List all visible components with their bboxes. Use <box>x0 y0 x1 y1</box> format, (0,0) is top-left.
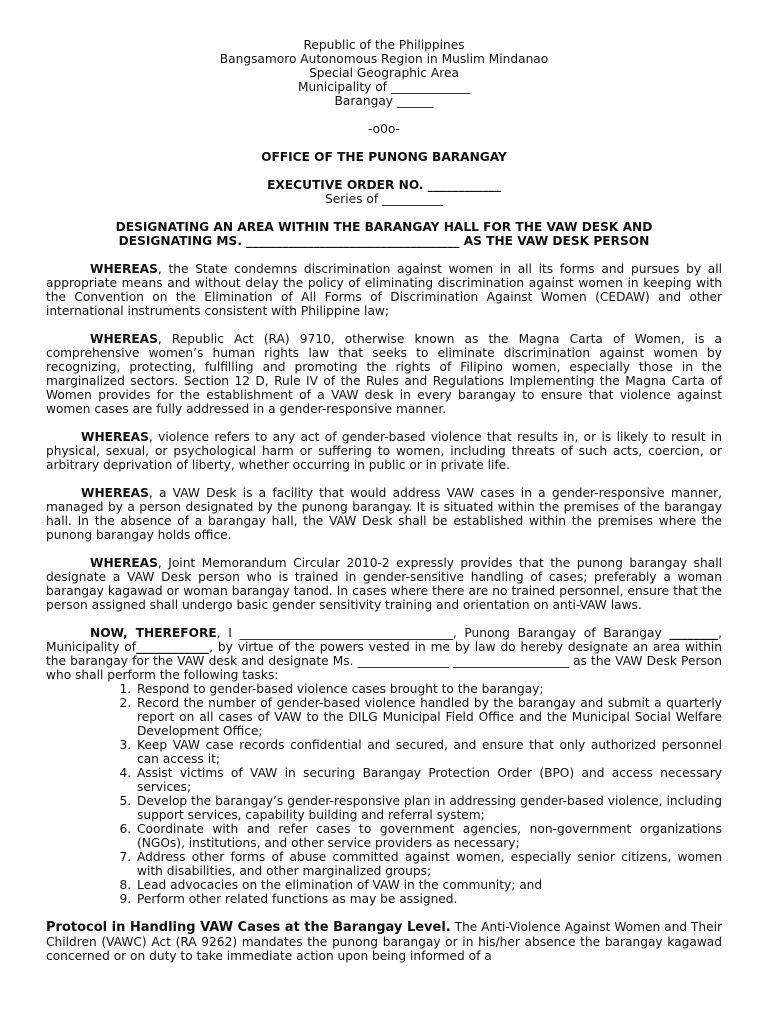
barangay-line: Barangay ______ <box>334 94 434 108</box>
whereas-text: , the State condemns discrimination against women in all its forms and pursues by all appropriate means and without delay the policy of eliminating discrimination against women in keeping with the Convention on the Elimination of All Forms of Discrimination Against Women (CEDAW) and other international instruments consistent with Philippine law; <box>46 262 722 318</box>
task-item: 4. Assist victims of VAW in securing Barangay Protection Order (BPO) and access necessary services; <box>135 766 722 794</box>
region-line: Bangsamoro Autonomous Region in Muslim Mindanao <box>219 52 549 66</box>
task-item: 1. Respond to gender-based violence cases brought to the barangay; <box>135 682 722 696</box>
whereas-lead: WHEREAS <box>90 332 158 346</box>
whereas-paragraph-5 <box>46 556 722 612</box>
task-item: 6. Coordinate with and refer cases to government agencies, non-government organizations (NGOs), institutions, and other service providers as necessary; <box>135 822 722 850</box>
office-title: OFFICE OF THE PUNONG BARANGAY <box>261 150 507 164</box>
task-item: 2. Record the number of gender-based violence handled by the barangay and submit a quarterly report on all cases of VAW to the DILG Municipal Field Office and the Municipal Social Welfare Development Office; <box>135 696 722 738</box>
task-item: 8. Lead advocacies on the elimination of VAW in the community; and <box>135 878 722 892</box>
order-title <box>46 220 722 248</box>
now-therefore-lead: NOW, THEREFORE <box>90 626 217 640</box>
whereas-lead: WHEREAS <box>90 262 158 276</box>
protocol-paragraph <box>46 920 722 963</box>
whereas-lead: WHEREAS <box>81 430 149 444</box>
now-therefore-text-1: , I ___________________________________, Punong Barangay of Barangay <box>216 626 662 640</box>
series-line: Series of __________ <box>325 192 443 206</box>
whereas-text: , violence refers to any act of gender-based violence that results in, or is likely to result in physical, sexual, or psychological harm or suffering to women, including threats of such acts, coercion, or arbitrary deprivation of liberty, whether occurring in public or in private life. <box>46 430 722 472</box>
now-therefore-text-2: , Municipality of <box>46 626 722 654</box>
protocol-text: The Anti-Violence Against Women and Their Children (VAWC) Act (RA 9262) mandates the punong barangay or in his/her absence the barangay kagawad concerned or on duty to take immediate action upon being informed of a <box>46 920 722 963</box>
task-item: 7. Address other forms of abuse committed against women, especially senior citizens, women with disabilities, and other marginalized groups; <box>135 850 722 878</box>
document-page <box>46 38 722 963</box>
task-item: 9. Perform other related functions as may be assigned. <box>135 892 722 906</box>
area-line: Special Geographic Area <box>309 66 459 80</box>
now-therefore-text-3: , by virtue of the powers vested in me by law do hereby designate an area within the barangay for the VAW desk and designate Ms. _______________ ___________________ as the VAW Desk Person who shall perform the following tasks: <box>46 640 722 682</box>
task-item: 3. Keep VAW case records confidential and secured, and ensure that only authorized personnel can access it; <box>135 738 722 766</box>
whereas-lead: WHEREAS <box>90 556 158 570</box>
whereas-text: , a VAW Desk is a facility that would address VAW cases in a gender-responsive manner, managed by a person designated by the punong barangay. It is situated within the premises of the barangay hall. In the absence of a barangay hall, the VAW Desk shall be established within the premises where the punong barangay holds office. <box>46 486 722 542</box>
whereas-lead: WHEREAS <box>81 486 149 500</box>
protocol-heading: Protocol in Handling VAW Cases at the Barangay Level. <box>46 920 451 935</box>
municipality-line: Municipality of _____________ <box>297 80 471 94</box>
whereas-paragraph-1 <box>46 262 722 318</box>
task-item: 5. Develop the barangay’s gender-responsive plan in addressing gender-based violence, including support services, capability building and referral system; <box>135 794 722 822</box>
task-list <box>46 682 722 906</box>
order-title-line-1: DESIGNATING AN AREA WITHIN THE BARANGAY HALL FOR THE VAW DESK AND <box>115 220 653 234</box>
whereas-paragraph-3 <box>46 430 722 472</box>
municipality-blank: ____________ <box>136 640 210 654</box>
now-therefore-paragraph <box>46 626 722 682</box>
whereas-paragraph-2 <box>46 332 722 416</box>
country-line: Republic of the Philippines <box>303 38 465 52</box>
letterhead <box>46 38 722 220</box>
executive-order-number: EXECUTIVE ORDER NO. ____________ <box>267 178 501 192</box>
whereas-paragraph-4 <box>46 486 722 542</box>
whereas-text: , Republic Act (RA) 9710, otherwise known as the Magna Carta of Women, is a comprehensive women’s human rights law that seeks to eliminate discrimination against women by recognizing, protecting, fulfilling and promoting the rights of Filipino women, especially those in the marginalized sectors. Section 12 D, Rule IV of the Rules and Regulations Implementing the Magna Carta of Women provides for the establishment of a VAW desk in every barangay to ensure that violence against women cases are fully addressed in a gender-responsive manner. <box>46 332 722 416</box>
order-title-line-2: DESIGNATING MS. ___________________________________ AS THE VAW DESK PERSON <box>118 234 650 248</box>
whereas-text: , Joint Memorandum Circular 2010-2 expressly provides that the punong barangay shall designate a VAW Desk person who is trained in gender-sensitive handling of cases; preferably a woman barangay kagawad or woman barangay tanod. In cases where there are no trained personnel, ensure that the person assigned shall undergo basic gender sensitivity training and orientation on anti-VAW laws. <box>46 556 722 612</box>
separator: -o0o- <box>368 122 400 136</box>
barangay-blank: ________ <box>669 626 719 640</box>
